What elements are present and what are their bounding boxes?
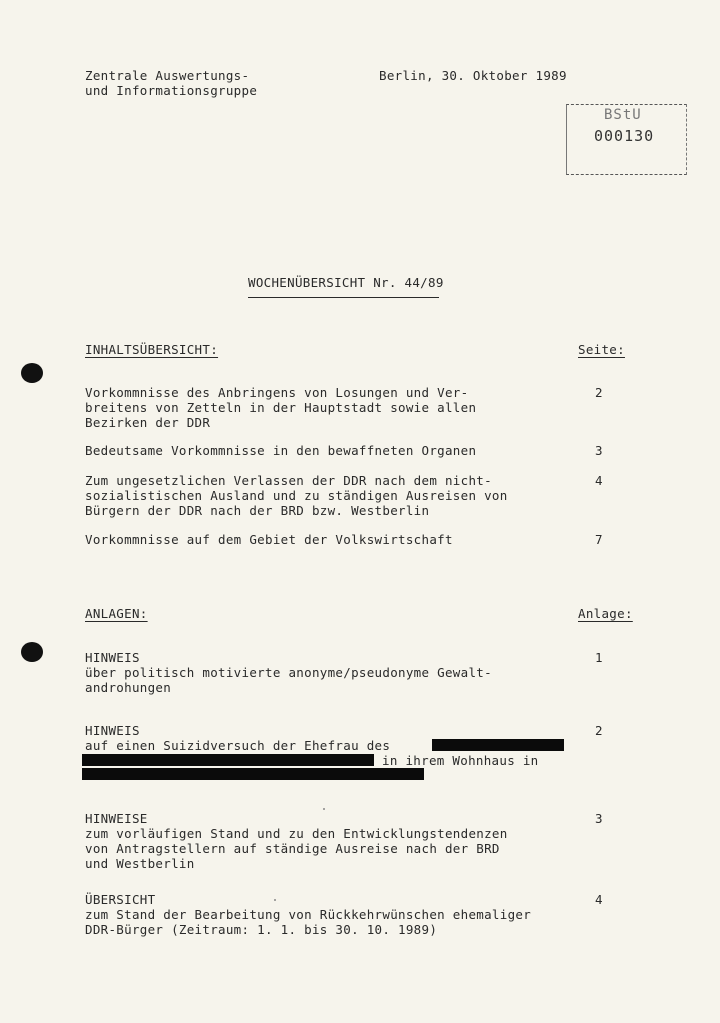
contents-heading: INHALTSÜBERSICHT: [85,342,219,357]
contents-item-2-text: Bedeutsame Vorkommnisse in den bewaffneten Organen [85,443,477,458]
attachment-4-text: zum Stand der Bearbeitung von Rückkehrwünschen ehemaliger DDR-Bürger (Zeitraum: 1. 1. bis 30. 10. 1989) [85,907,532,937]
org-line-2: und Informationsgruppe [85,83,258,98]
attachment-column-heading: Anlage: [578,606,633,621]
attachment-1-number: 1 [595,650,603,665]
attachment-4-title: ÜBERSICHT [85,892,156,907]
attachment-1-text: über politisch motivierte anonyme/pseudonyme Gewalt- androhungen [85,665,492,695]
attachment-3-text: zum vorläufigen Stand und zu den Entwicklungstendenzen von Antragstellern auf ständige Ausreise nach der BRD und Westberlin [85,826,508,871]
attachment-2-number: 2 [595,723,603,738]
attachment-1-title: HINWEIS [85,650,140,665]
contents-item-2-page: 3 [595,443,603,458]
punch-hole-bottom [21,642,43,662]
contents-item-3-text: Zum ungesetzlichen Verlassen der DDR nach dem nicht- sozialistischen Ausland und zu ständigen Ausreisen von Bürgern der DDR nach der BRD bzw. Westberlin [85,473,508,518]
place-date: Berlin, 30. Oktober 1989 [379,68,567,83]
page-column-heading: Seite: [578,342,625,357]
contents-item-3-page: 4 [595,473,603,488]
contents-item-1-page: 2 [595,385,603,400]
paper-speck [274,899,276,901]
attachment-2-title: HINWEIS [85,723,140,738]
attachment-2-text-line2: in ihrem Wohnhaus in [382,753,539,768]
attachment-4-number: 4 [595,892,603,907]
paper-speck [323,808,325,810]
document-title: WOCHENÜBERSICHT Nr. 44/89 [248,275,444,290]
title-underline [248,297,439,298]
contents-item-4-text: Vorkommnisse auf dem Gebiet der Volkswirtschaft [85,532,453,547]
punch-hole-top [21,363,43,383]
org-line-1: Zentrale Auswertungs- [85,68,250,83]
redaction-bar [432,739,564,751]
stamp-archive-label: BStU [604,107,642,123]
attachment-3-title: HINWEISE [85,811,148,826]
stamp-number: 000130 [594,127,655,145]
contents-item-4-page: 7 [595,532,603,547]
contents-item-1-text: Vorkommnisse des Anbringens von Losungen und Ver- breitens von Zetteln in der Hauptstadt sowie allen Bezirken der DDR [85,385,477,430]
attachment-2-text-line1: auf einen Suizidversuch der Ehefrau des [85,738,391,753]
redaction-bar [82,768,424,780]
attachment-3-number: 3 [595,811,603,826]
archive-stamp [566,104,687,175]
redaction-bar [82,754,374,766]
attachments-heading: ANLAGEN: [85,606,148,621]
